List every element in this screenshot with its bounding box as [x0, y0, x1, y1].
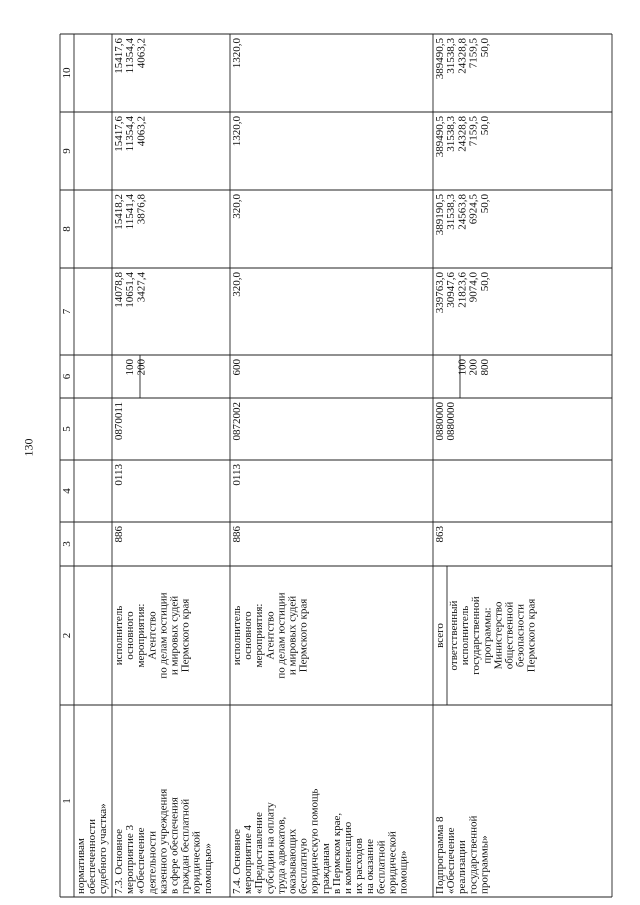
cell-value-col7: 50,0	[478, 272, 491, 292]
cell-name-line: «Предоставление	[253, 812, 266, 894]
cell-value-col5: 0880000	[434, 402, 446, 441]
cell-value-col7: 14078,8	[113, 272, 125, 308]
cell-executor-line: Пермского края	[179, 598, 192, 673]
cell-value-col3: 863	[434, 526, 446, 543]
cell-value-col7: 9074,0	[467, 272, 480, 303]
cell-value-col9: 15417,6	[113, 116, 125, 152]
cell-value-col4: 0113	[231, 464, 243, 486]
cell-name-line: гражданам	[319, 843, 332, 894]
cell-executor-line: исполнитель	[231, 605, 243, 666]
cell-value-col8: 31538,3	[445, 194, 458, 230]
header-number-9: 9	[61, 148, 73, 154]
cell-executor-line: исполнитель	[459, 605, 472, 666]
cell-value-col6: 800	[478, 359, 491, 376]
cell-value-col8: 50,0	[478, 194, 491, 214]
cell-name-line: оказывающих	[286, 828, 299, 894]
cell-value-col10: 1320,0	[231, 38, 243, 69]
cell-executor-line: Пермского края	[525, 598, 538, 673]
cell-value-col10: 7159,5	[467, 38, 480, 69]
cell-executor-line: исполнитель	[113, 605, 125, 666]
cell-value-col10: 24328,8	[456, 38, 469, 74]
cell-value-col9: 7159,5	[467, 116, 480, 147]
cell-value-col10: 31538,3	[445, 38, 458, 74]
cell-name-line: юридической	[190, 831, 203, 894]
cell-value-col9: 1320,0	[231, 116, 243, 147]
cell-name-line: 7.3. Основное	[113, 828, 125, 894]
cell-value-col7: 339763,0	[434, 272, 446, 314]
cell-name-line: обеспеченности	[86, 818, 99, 894]
cell-executor-line: основного	[124, 611, 137, 660]
cell-executor-line: Агентство	[146, 611, 159, 660]
header-number-1: 1	[61, 798, 73, 804]
page-number: 130	[21, 438, 36, 457]
cell-name-line: Подпрограмма 8	[434, 816, 446, 894]
cell-value-col6: 100	[124, 359, 137, 376]
cell-value-col8: 6924,5	[467, 194, 480, 225]
cell-value-col6: 200	[467, 359, 480, 376]
cell-name-line: деятельности	[146, 831, 159, 894]
cell-name-line: «Обеспечение	[135, 827, 148, 894]
cell-name-line: на оказание	[364, 839, 377, 894]
cell-executor-line: по делам юстиции	[157, 592, 170, 679]
cell-name-line: в Пермском крае,	[330, 812, 343, 894]
cell-name-line: нормативам	[75, 838, 87, 894]
cell-name-line: юридическую помощь	[308, 788, 321, 894]
table-grid	[60, 34, 612, 897]
cell-name-line: казенного учреждения	[157, 788, 170, 894]
cell-name-line: программы»	[478, 835, 491, 894]
cell-value-col8: 24563,8	[456, 194, 469, 230]
cell-executor-line: ответственный	[448, 600, 460, 671]
header-number-6: 6	[61, 373, 73, 380]
cell-value-col6: 100	[456, 359, 469, 376]
cell-name-line: реализации	[456, 840, 469, 894]
cell-name-line: бесплатной	[375, 840, 388, 894]
cell-name-line: граждан бесплатной	[179, 798, 192, 894]
cell-name-line: государственной	[467, 815, 480, 894]
cell-executor-line: по делам юстиции	[275, 592, 288, 679]
cell-executor-line: программы:	[481, 607, 494, 664]
header-number-5: 5	[61, 426, 73, 432]
cell-executor-line: общественной	[503, 601, 516, 670]
header-number-2: 2	[61, 632, 73, 639]
cell-name-line: помощи»	[397, 850, 410, 894]
cell-name-line: их расходов	[353, 838, 366, 894]
cell-value-col4: 0113	[113, 464, 125, 486]
cell-value-col8: 3876,8	[135, 194, 148, 225]
cell-value-col8: 11541,4	[124, 194, 137, 230]
cell-executor-line: и мировых судей	[168, 595, 181, 676]
cell-value-col10: 389490,5	[434, 38, 446, 80]
cell-value-col5: 0872002	[231, 402, 243, 441]
cell-name-line: мероприятие 3	[124, 824, 137, 894]
cell-value-col8: 15418,2	[113, 194, 125, 230]
header-number-4: 4	[61, 488, 73, 494]
cell-value-col7: 30947,6	[445, 272, 458, 308]
cell-value-col7: 320,0	[231, 272, 243, 297]
cell-name-line: юридической	[386, 831, 399, 894]
cell-name-line: 7.4. Основное	[231, 828, 243, 894]
cell-name-line: в сфере обеспечения	[168, 797, 181, 894]
cell-executor-line: безопасности	[514, 603, 527, 668]
cell-name-line: труда адвокатов,	[275, 816, 288, 894]
cell-value-col7: 3427,4	[135, 272, 148, 303]
cell-name-line: субсидии на оплату	[264, 802, 277, 894]
cell-executor-line: мероприятия:	[135, 603, 148, 668]
cell-executor-line: основного	[242, 611, 255, 660]
cell-value-col3: 886	[113, 526, 125, 543]
cell-value-col8: 389190,5	[434, 194, 446, 236]
cell-value-col5: 0870011	[113, 402, 125, 441]
table-cells	[61, 38, 538, 895]
cell-value-col10: 15417,6	[113, 38, 125, 74]
cell-value-col10: 4063,2	[135, 38, 148, 69]
cell-value-col9: 31538,3	[445, 116, 458, 152]
cell-executor-line: мероприятия:	[253, 603, 266, 668]
cell-value-col9: 24328,8	[456, 116, 469, 152]
header-number-7: 7	[61, 308, 73, 315]
cell-name-line: «Обеспечение	[445, 827, 458, 894]
header-number-10: 10	[61, 67, 73, 79]
cell-value-col9: 50,0	[478, 116, 491, 136]
cell-value-col6: 200	[135, 359, 148, 376]
cell-value-col9: 389490,5	[434, 116, 446, 158]
cell-value-col9: 11354,4	[124, 116, 137, 152]
cell-value-col10: 50,0	[478, 38, 491, 58]
cell-executor-line: государственной	[470, 596, 483, 675]
cell-value-col9: 4063,2	[135, 116, 148, 147]
cell-executor-line: Агентство	[264, 611, 277, 660]
cell-value-col7: 10651,4	[124, 272, 137, 308]
cell-value-col8: 320,0	[231, 194, 243, 219]
cell-value-col3: 886	[231, 526, 243, 543]
cell-value-col7: 21823,6	[456, 272, 469, 308]
header-number-3: 3	[61, 541, 73, 547]
cell-name-line: помощью»	[201, 843, 214, 894]
cell-value-col10: 11354,4	[124, 38, 137, 74]
cell-name-line: бесплатную	[297, 838, 310, 894]
header-number-8: 8	[61, 226, 73, 232]
cell-name-line: мероприятие 4	[242, 824, 255, 894]
cell-executor-line: Пермского края	[297, 598, 310, 673]
cell-executor-line: Министерство	[492, 601, 505, 670]
cell-executor-line: и мировых судей	[286, 595, 299, 676]
cell-value-col5: 0880000	[445, 402, 458, 441]
cell-value-col6: 600	[231, 359, 243, 376]
cell-name-line: судебного участка»	[97, 803, 110, 894]
cell-name-line: и компенсацию	[342, 821, 354, 894]
cell-total-label: всего	[434, 623, 446, 648]
